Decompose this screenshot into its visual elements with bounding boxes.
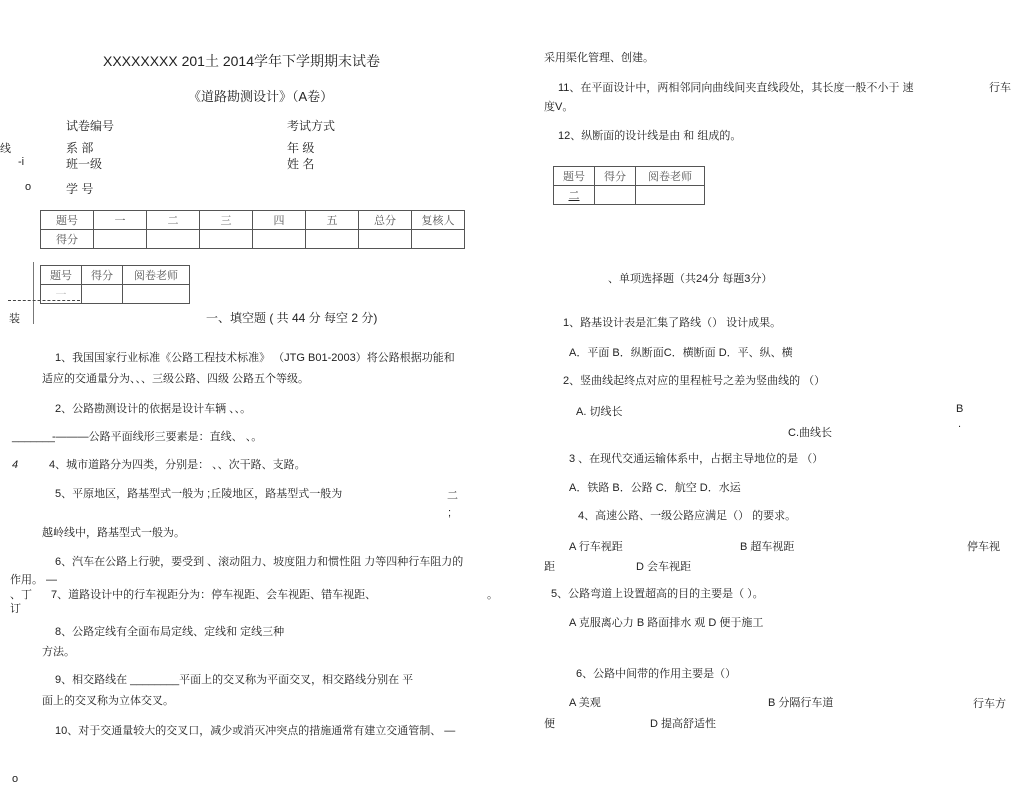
grader-header-cell: 得分 bbox=[595, 167, 636, 186]
question-4: 4、城市道路分为四类，分别是： 、、次干路、支路。 bbox=[49, 459, 306, 471]
score-header-cell: 五 bbox=[306, 211, 359, 230]
grader-section-cell: 一 bbox=[41, 285, 82, 304]
grader-table-row bbox=[554, 186, 705, 205]
binding-mark-four: 4 bbox=[12, 459, 19, 471]
score-cell[interactable] bbox=[306, 230, 359, 249]
question-1a: 1、我国国家行业标准《公路工程技术标准》 （JTG B01-2003）将公路根据功能和 bbox=[55, 352, 455, 364]
mc-question-2-option-a: A. 切线长 bbox=[576, 406, 623, 418]
mc-question-1: 1、路基设计表是汇集了路线（） 设计成果。 bbox=[563, 317, 782, 329]
score-table-row bbox=[41, 230, 465, 249]
score-header-cell: 一 bbox=[94, 211, 147, 230]
grader-header-cell: 题号 bbox=[554, 167, 595, 186]
question-10-continued: 采用渠化管理、创建。 bbox=[544, 52, 654, 64]
section1-title: 一、填空题 ( 共 44 分 每空 2 分) bbox=[206, 311, 378, 325]
mc-question-6-option-c-cont: 便 bbox=[544, 718, 555, 730]
mc-question-6-option-b: B 分隔行车道 bbox=[768, 697, 834, 709]
exam-code-label: 试卷编号 bbox=[66, 119, 115, 133]
score-header-cell: 总分 bbox=[359, 211, 412, 230]
mc-question-6: 6、公路中间带的作用主要是（） bbox=[576, 668, 737, 680]
score-table-header-row bbox=[41, 211, 465, 230]
grader-table-header-row bbox=[41, 266, 190, 285]
question-11a: 11、在平面设计中，两相邻同向曲线间夹直线段处，其长度一般不小于 速 bbox=[558, 82, 914, 94]
binding-mark-ding: 、丁 bbox=[10, 589, 32, 601]
mc-question-4-option-a: A 行车视距 bbox=[569, 541, 623, 553]
question-3-prefix: _______ bbox=[12, 431, 55, 443]
grader-teacher-cell[interactable] bbox=[123, 285, 190, 304]
score-header-cell: 题号 bbox=[41, 211, 94, 230]
score-cell[interactable] bbox=[412, 230, 465, 249]
course-title: 《道路勘测设计》（A卷） bbox=[188, 89, 334, 104]
binding-mark-i: -i bbox=[18, 156, 25, 168]
score-header-cell: 二 bbox=[147, 211, 200, 230]
question-2: 2、公路勘测设计的依据是设计车辆 、、。 bbox=[55, 403, 252, 415]
grade-label: 年 级 bbox=[287, 141, 315, 155]
mc-question-4-option-c: 停车视 bbox=[967, 541, 1000, 553]
name-label: 姓 名 bbox=[287, 157, 315, 171]
question-6b: 作用。 — bbox=[10, 574, 58, 586]
binding-line bbox=[33, 262, 34, 324]
mc-question-4-option-b: B 超车视距 bbox=[740, 541, 795, 553]
question-5-semicolon: ; bbox=[448, 507, 452, 519]
question-11-right: 行车 bbox=[989, 82, 1011, 94]
score-cell[interactable] bbox=[200, 230, 253, 249]
student-no-label: 学 号 bbox=[66, 182, 94, 196]
mc-question-4-option-c-cont: 距 bbox=[544, 561, 555, 573]
question-10: 10、对于交通量较大的交叉口，减少或消灭冲突点的措施通常有建立交通管制、 — bbox=[55, 725, 456, 737]
grader-score-cell[interactable] bbox=[595, 186, 636, 205]
grader-score-cell[interactable] bbox=[82, 285, 123, 304]
exam-title: XXXXXXXX 201土 2014学年下学期期末试卷 bbox=[103, 53, 380, 69]
mc-question-2-option-c: C.曲线长 bbox=[788, 427, 832, 439]
question-5-mark: 二 bbox=[447, 490, 458, 502]
grader-header-cell: 题号 bbox=[41, 266, 82, 285]
question-5b: 越岭线中，路基型式一般为。 bbox=[42, 527, 185, 539]
question-11b: 度V。 bbox=[544, 101, 574, 113]
dept-label: 系 部 bbox=[66, 141, 94, 155]
mc-question-4: 4、高速公路、一级公路应满足（） 的要求。 bbox=[578, 510, 797, 522]
question-8b: 方法。 bbox=[42, 646, 75, 658]
grader-table-row bbox=[41, 285, 190, 304]
question-7-end: 。 bbox=[487, 589, 498, 601]
grader-header-cell: 得分 bbox=[82, 266, 123, 285]
mc-question-4-option-d: D 会车视距 bbox=[636, 561, 691, 573]
score-header-cell: 四 bbox=[253, 211, 306, 230]
score-cell[interactable] bbox=[359, 230, 412, 249]
mc-question-3: 3 、在现代交通运输体系中，占据主导地位的是 （） bbox=[569, 453, 824, 465]
grader-teacher-cell[interactable] bbox=[636, 186, 705, 205]
score-cell[interactable] bbox=[94, 230, 147, 249]
score-cell[interactable] bbox=[147, 230, 200, 249]
mc-question-6-option-c: 行车方 bbox=[973, 698, 1006, 710]
question-5: 5、平原地区，路基型式一般为 ;丘陵地区，路基型式一般为 bbox=[55, 488, 343, 500]
mc-question-6-option-a: A 美观 bbox=[569, 697, 601, 709]
question-3: -———公路平面线形三要素是：直线、 、。 bbox=[52, 431, 263, 443]
binding-mark-xian: 线 bbox=[0, 143, 11, 155]
mc-question-1-options: A．平面 B．纵断面C．横断面 D．平、纵、横 bbox=[569, 347, 793, 359]
grader-header-cell: 阅卷老师 bbox=[123, 266, 190, 285]
question-6a: 6、汽车在公路上行驶，要受到 、滚动阻力、坡度阻力和惯性阻 力等四种行车阻力的 bbox=[55, 556, 464, 568]
mc-question-5: 5、公路弯道上设置超高的目的主要是（ ）。 bbox=[551, 588, 764, 600]
score-cell[interactable] bbox=[253, 230, 306, 249]
question-9b: 面上的交叉称为立体交叉。 bbox=[42, 695, 174, 707]
mc-question-3-options: A．铁路 B．公路 C．航空 D．水运 bbox=[569, 482, 741, 494]
binding-mark-ding2: 订 bbox=[10, 603, 21, 615]
class-label: 班一级 bbox=[66, 157, 103, 171]
score-header-cell: 三 bbox=[200, 211, 253, 230]
question-7: 7、道路设计中的行车视距分为：停车视距、会车视距、错车视距、 bbox=[51, 589, 377, 601]
mc-question-6-option-d: D 提高舒适性 bbox=[650, 718, 716, 730]
question-12: 12、纵断面的设计线是由 和 组成的。 bbox=[558, 130, 742, 142]
score-row-label: 得分 bbox=[41, 230, 94, 249]
grader-header-cell: 阅卷老师 bbox=[636, 167, 705, 186]
grader-table-left bbox=[40, 265, 190, 304]
exam-mode-label: 考试方式 bbox=[287, 119, 336, 133]
question-9a: 9、相交路线在 ________平面上的交叉称为平面交叉，相交路线分别在 平 bbox=[55, 674, 414, 686]
score-header-cell: 复核人 bbox=[412, 211, 465, 230]
grader-section-cell: 二 bbox=[554, 186, 595, 205]
score-table bbox=[40, 210, 465, 249]
mc-question-2-option-b: B bbox=[956, 403, 964, 415]
grader-table-header-row bbox=[554, 167, 705, 186]
binding-mark-o: o bbox=[25, 181, 32, 193]
binding-mark-o2: o bbox=[12, 773, 19, 785]
grader-table-right bbox=[553, 166, 705, 205]
question-8a: 8、公路定线有全面布局定线、定线和 定线三种 bbox=[55, 626, 285, 638]
mc-question-5-options: A 克服离心力 B 路面排水 观 D 便于施工 bbox=[569, 617, 764, 629]
question-1b: 适应的交通量分为、、、三级公路、四级 公路五个等级。 bbox=[42, 373, 310, 385]
mc-question-2-dot: . bbox=[958, 418, 962, 430]
section2-title: 、单项选择题（共24分 每题3分） bbox=[608, 273, 773, 285]
mc-question-2: 2、竖曲线起终点对应的里程桩号之差为竖曲线的 （） bbox=[563, 375, 826, 387]
binding-mark-zhuang: 装 bbox=[9, 313, 20, 325]
